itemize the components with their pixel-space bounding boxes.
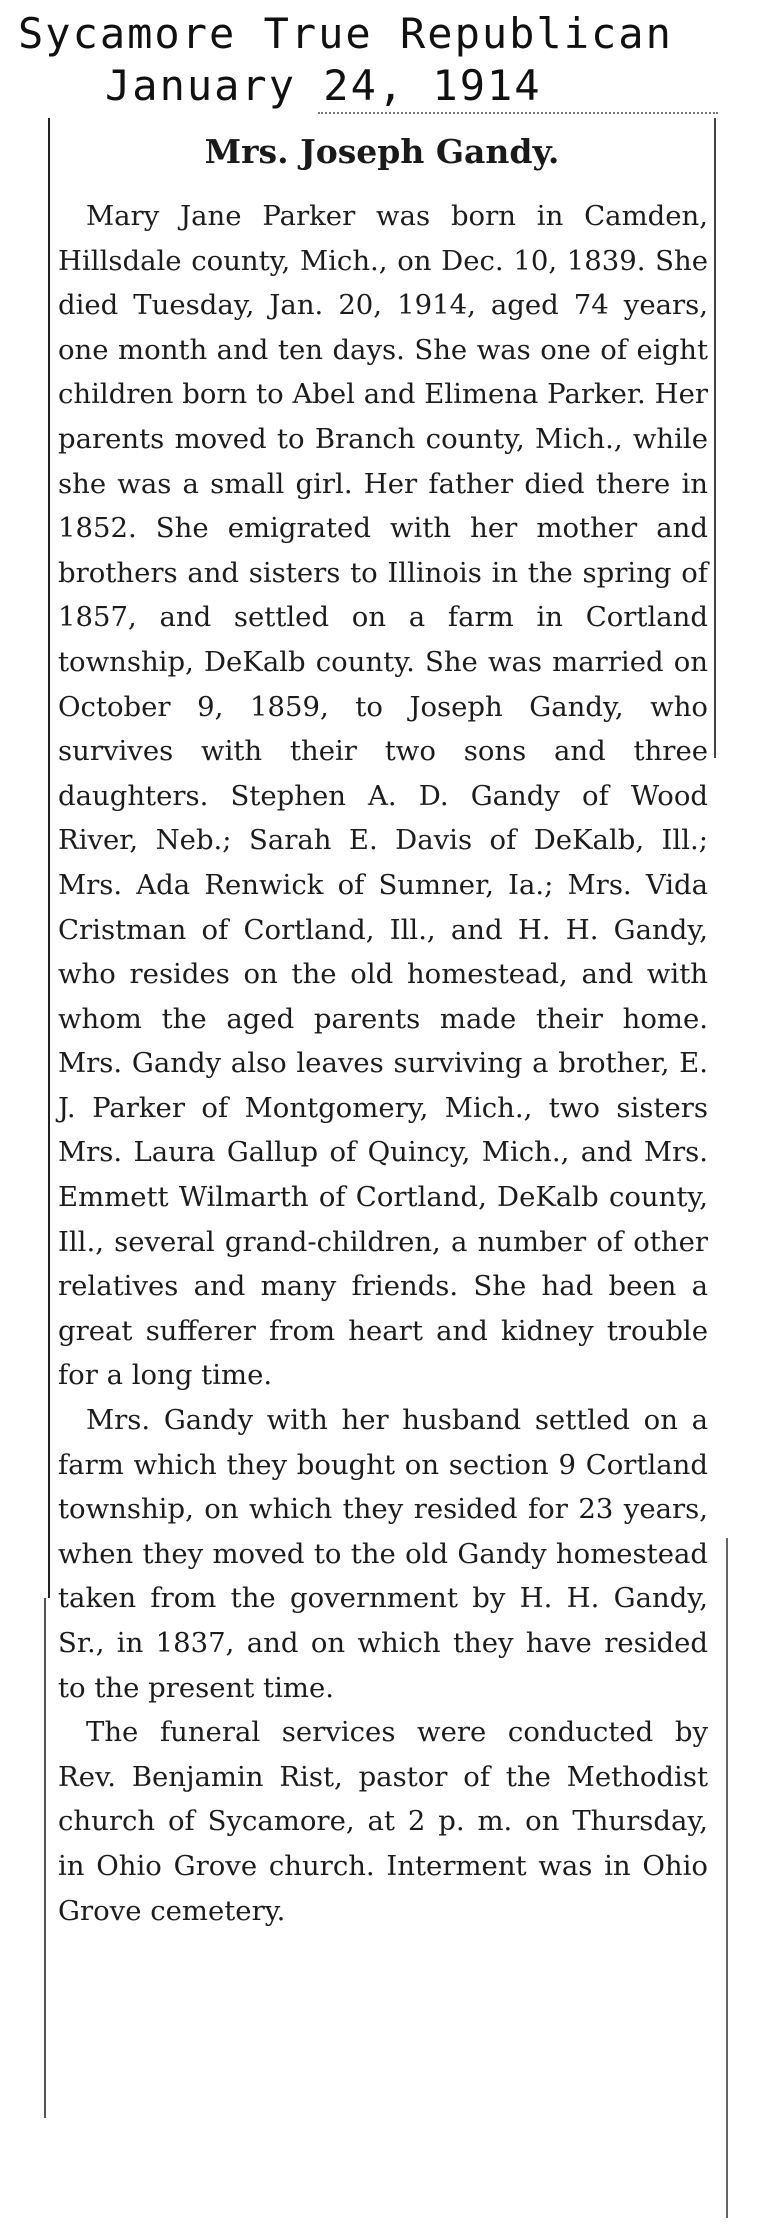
- article-paragraph-3: The funeral services were conducted by Rev. Benjamin Rist, pastor of the Methodist church of Sycamore, at 2 p. m. on Thursday, in Ohio Grove church. Interment was in Ohio Grove cemetery.: [58, 1716, 708, 1927]
- column-right-rule-lower: [726, 1538, 728, 2218]
- publication-date: January 24, 1914: [105, 61, 542, 110]
- article-headline: Mrs. Joseph Gandy.: [204, 132, 560, 171]
- publication-name: Sycamore True Republican: [18, 9, 673, 58]
- article-body: [58, 194, 708, 1933]
- article-paragraph-1: Mary Jane Parker was born in Camden, Hillsdale county, Mich., on Dec. 10, 1839. She died Tuesday, Jan. 20, 1914, aged 74 years, one month and ten days. She was one of eight children born to Abel and Elimena Parker. Her parents moved to Branch county, Mich., while she was a small girl. Her father died there in 1852. She emigrated with her mother and brothers and sisters to Illinois in the spring of 1857, and settled on a farm in Cortland township, DeKalb county. She was married on October 9, 1859, to Joseph Gandy, who survives with their two sons and three daughters. Stephen A. D. Gandy of Wood River, Neb.; Sarah E. Davis of DeKalb, Ill.; Mrs. Ada Renwick of Sumner, Ia.; Mrs. Vida Cristman of Cortland, Ill., and H. H. Gandy, who resides on the old homestead, and with whom the aged parents made their home. Mrs. Gandy also leaves surviving a brother, E. J. Parker of Montgomery, Mich., two sisters Mrs. Laura Gallup of Quincy, Mich., and Mrs. Emmett Wilmarth of Cortland, DeKalb county, Ill., several grand-children, a number of other relatives and many friends. She had been a great sufferer from heart and kidney trouble for a long time.: [58, 200, 708, 1392]
- clipping-header: [0, 8, 767, 112]
- column-left-rule-lower: [44, 1598, 46, 2118]
- article-paragraph-2: Mrs. Gandy with her husband settled on a farm which they bought on section 9 Cortland township, on which they resided for 23 years, when they moved to the old Gandy homestead taken from the government by H. H. Gandy, Sr., in 1837, and on which they have resided to the present time.: [58, 1404, 708, 1704]
- column-left-rule: [48, 118, 50, 1598]
- column-right-rule: [714, 118, 716, 758]
- newspaper-clipping: [48, 118, 716, 2218]
- column-top-rule: [318, 112, 718, 114]
